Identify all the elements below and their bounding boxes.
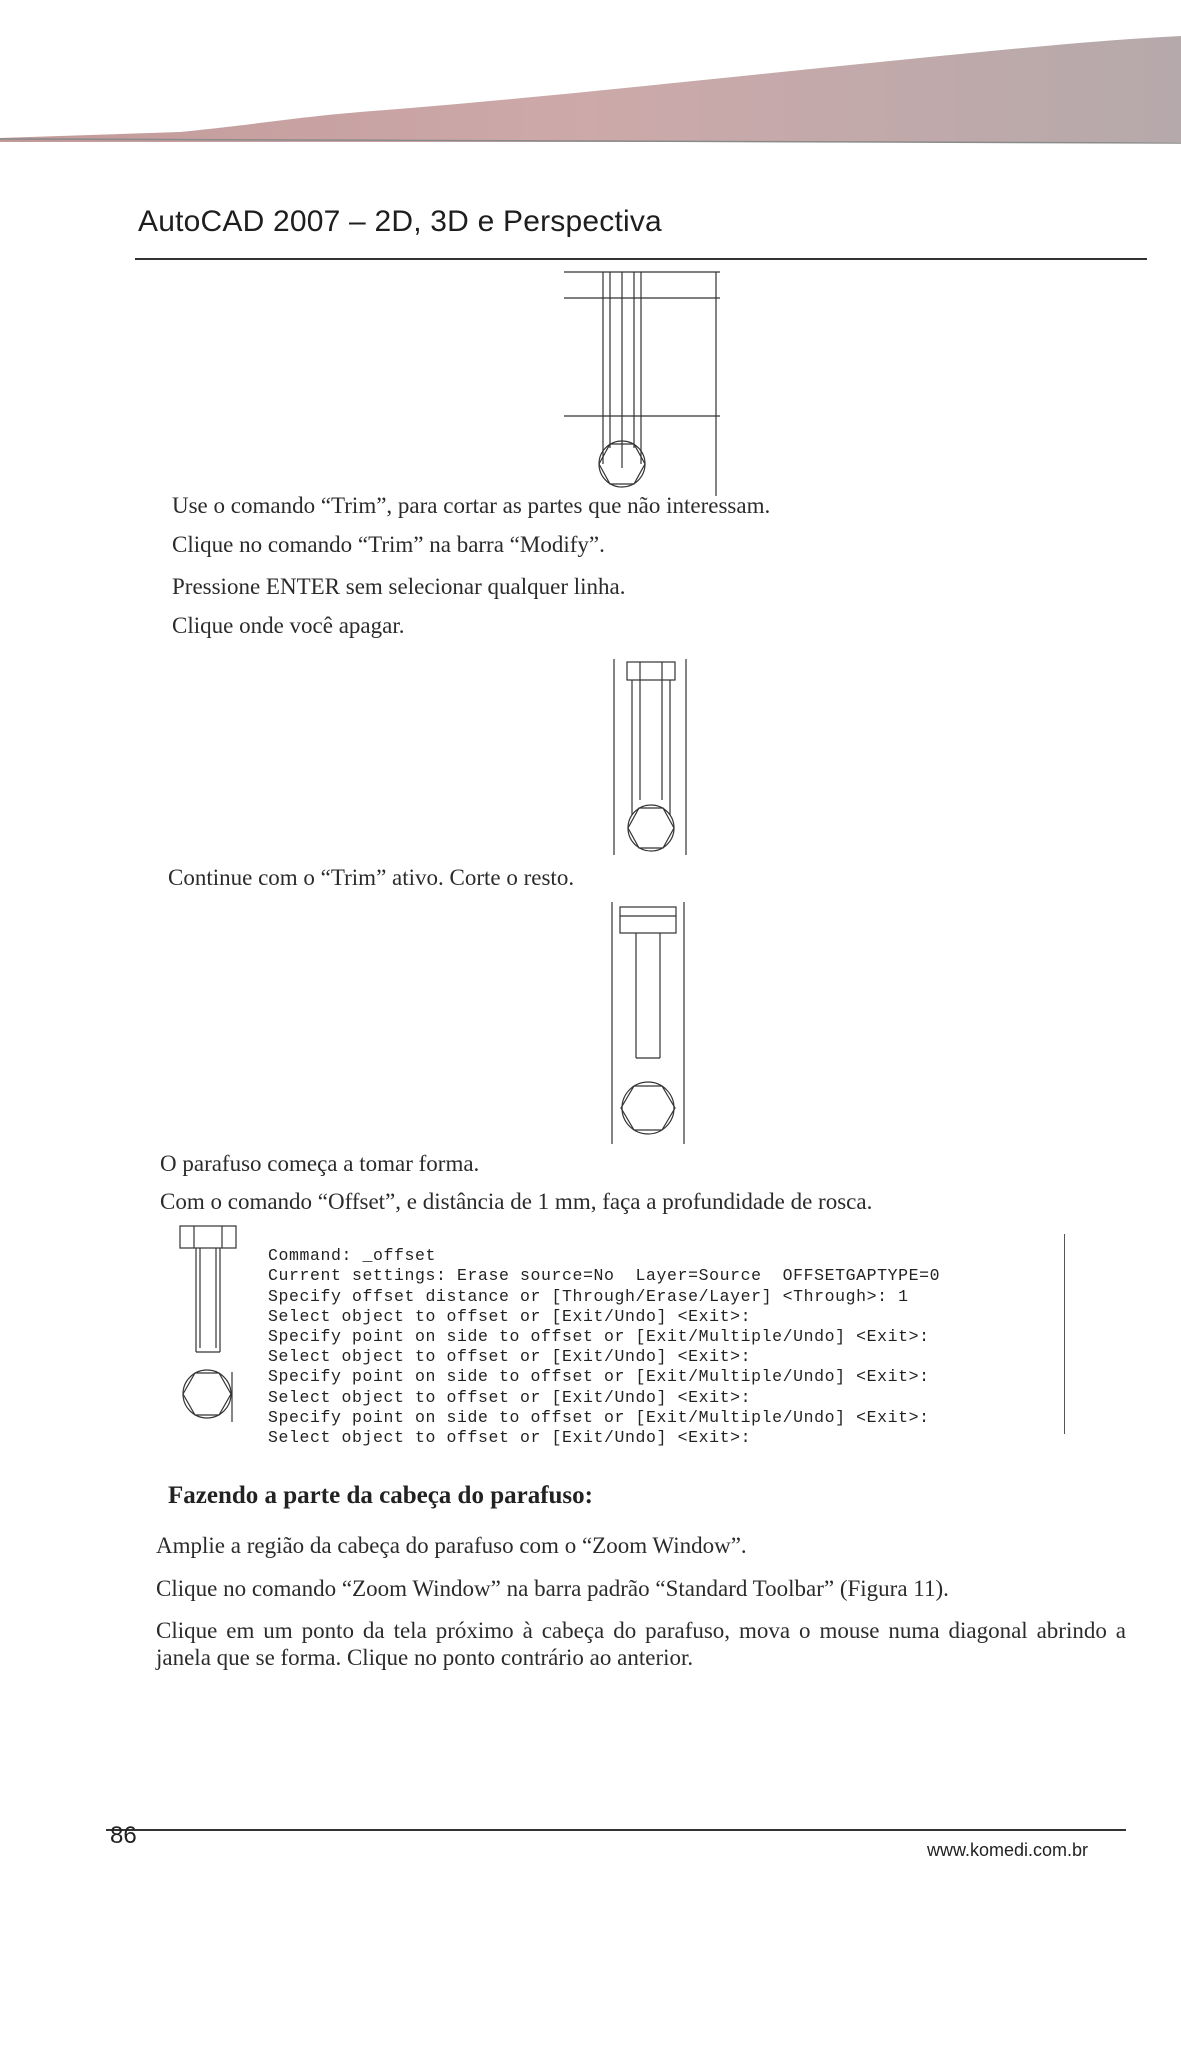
footer-rule — [106, 1829, 1126, 1831]
command-line-output — [268, 1226, 1068, 1468]
command-line: Command: _offset — [268, 1246, 437, 1266]
command-line: Specify point on side to offset or [Exit/Multiple/Undo] <Exit>: — [268, 1367, 930, 1387]
paragraph-press-enter: Pressione ENTER sem selecionar qualquer linha. — [172, 574, 626, 599]
section-heading: Fazendo a parte da cabeça do parafuso: — [168, 1482, 593, 1509]
paragraph-zoom-click: Clique no comando “Zoom Window” na barra padrão “Standard Toolbar” (Figura 11). — [156, 1576, 949, 1601]
paragraph-zoom-drag: Clique em um ponto da tela próximo à cabeça do parafuso, mova o mouse numa diagonal abrindo a janela que se forma. Clique no ponto contrário ao anterior. — [156, 1618, 1126, 1670]
paragraph-offset-depth: Com o comando “Offset”, e distância de 1 mm, faça a profundidade de rosca. — [160, 1189, 873, 1214]
paragraph-continue-trim: Continue com o “Trim” ativo. Corte o resto. — [168, 865, 575, 890]
page-header-title: AutoCAD 2007 – 2D, 3D e Perspectiva — [138, 205, 662, 238]
paragraph-takes-shape: O parafuso começa a tomar forma. — [160, 1151, 480, 1176]
paragraph-trim-click: Clique no comando “Trim” na barra “Modify”. — [172, 532, 605, 557]
header-rule — [135, 258, 1147, 260]
command-line: Select object to offset or [Exit/Undo] <Exit>: — [268, 1306, 752, 1326]
figure-bolt-shape — [608, 898, 688, 1148]
command-line-border — [1064, 1234, 1065, 1434]
command-line: Specify point on side to offset or [Exit/Multiple/Undo] <Exit>: — [268, 1407, 930, 1427]
footer-url: www.komedi.com.br — [927, 1840, 1089, 1860]
command-line: Specify point on side to offset or [Exit/Multiple/Undo] <Exit>: — [268, 1327, 930, 1347]
top-decorative-band — [0, 0, 1181, 148]
command-line: Select object to offset or [Exit/Undo] <Exit>: — [268, 1347, 752, 1367]
command-line: Select object to offset or [Exit/Undo] <Exit>: — [268, 1428, 752, 1448]
command-line: Select object to offset or [Exit/Undo] <Exit>: — [268, 1387, 752, 1407]
figure-bolt-offset — [176, 1222, 246, 1427]
command-line: Specify offset distance or [Through/Erase/Layer] <Through>: 1 — [268, 1286, 909, 1306]
paragraph-click-erase: Clique onde você apagar. — [172, 613, 405, 638]
page-number: 86 — [110, 1822, 137, 1849]
figure-bolt-construction — [550, 268, 730, 500]
paragraph-zoom-intro: Amplie a região da cabeça do parafuso com o “Zoom Window”. — [156, 1533, 747, 1558]
command-line: Current settings: Erase source=No Layer=Source OFFSETGAPTYPE=0 — [268, 1266, 941, 1286]
paragraph-trim-intro: Use o comando “Trim”, para cortar as partes que não interessam. — [172, 493, 771, 518]
figure-bolt-trimmed — [610, 655, 690, 860]
